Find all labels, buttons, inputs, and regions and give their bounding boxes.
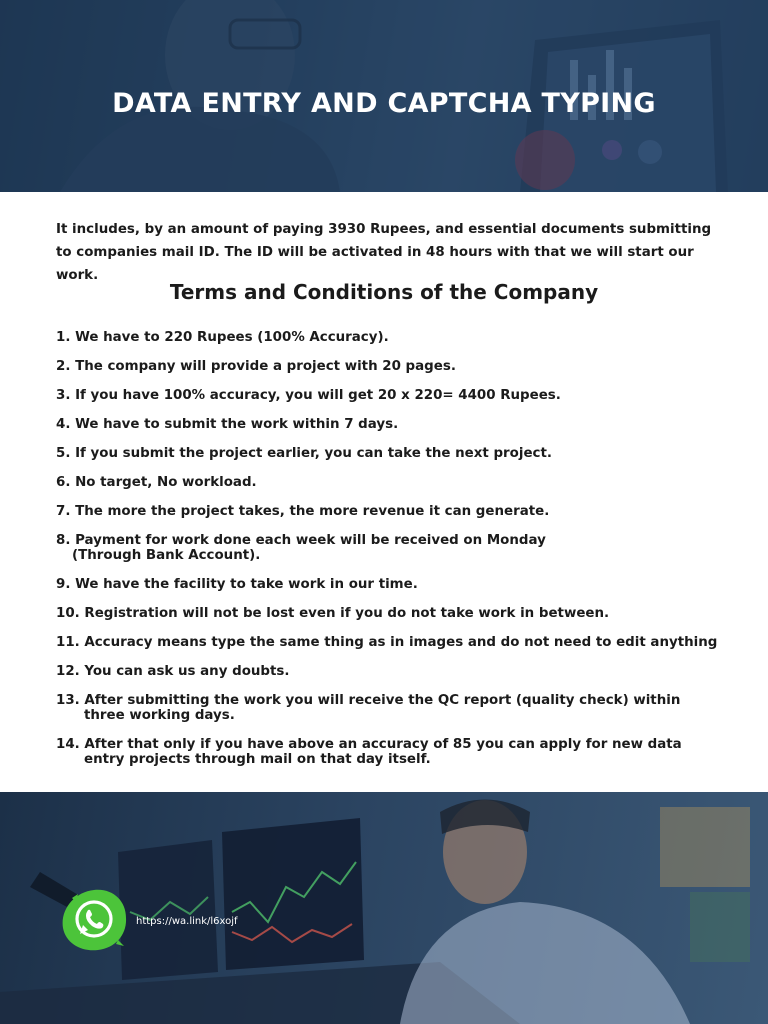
term-item-10: 10. Registration will not be lost even if you do not take work in between. (56, 606, 610, 621)
term-item-8-continuation: (Through Bank Account). (72, 548, 261, 563)
term-item-13: 13. After submitting the work you will receive the QC report (quality check) within three working days. (56, 693, 736, 723)
term-item-12: 12. You can ask us any doubts. (56, 664, 290, 679)
term-item-14-continuation: entry projects through mail on that day itself. (84, 752, 431, 767)
terms-heading: Terms and Conditions of the Company (169, 280, 599, 304)
term-item-7: 7. The more the project takes, the more revenue it can generate. (56, 504, 550, 519)
term-item-4: 4. We have to submit the work within 7 days. (56, 417, 399, 432)
whatsapp-link[interactable]: https://wa.link/l6xojf (136, 916, 238, 927)
term-item-8: 8. Payment for work done each week will be received on Monday (Through Bank Account). (56, 533, 736, 563)
page-title: DATA ENTRY AND CAPTCHA TYPING (112, 88, 656, 119)
term-item-6: 6. No target, No workload. (56, 475, 257, 490)
terms-list (56, 330, 736, 781)
term-item-13-continuation: three working days. (84, 708, 235, 723)
header-banner (0, 0, 768, 192)
term-item-2: 2. The company will provide a project with 20 pages. (56, 359, 456, 374)
footer-banner (0, 792, 768, 1024)
term-item-3: 3. If you have 100% accuracy, you will get 20 x 220= 4400 Rupees. (56, 388, 561, 403)
term-item-14: 14. After that only if you have above an accuracy of 85 you can apply for new data entry projects through mail on that day itself. (56, 737, 736, 767)
intro-paragraph: It includes, by an amount of paying 3930 Rupees, and essential documents submitting to companies mail ID. The ID will be activated in 48 hours with that we will start our work. (56, 222, 712, 283)
term-item-11: 11. Accuracy means type the same thing as in images and do not need to edit anything (56, 635, 718, 650)
term-item-1: 1. We have to 220 Rupees (100% Accuracy). (56, 330, 389, 345)
term-item-9: 9. We have the facility to take work in our time. (56, 577, 418, 592)
term-item-5: 5. If you submit the project earlier, you can take the next project. (56, 446, 552, 461)
whatsapp-icon[interactable] (60, 888, 128, 952)
